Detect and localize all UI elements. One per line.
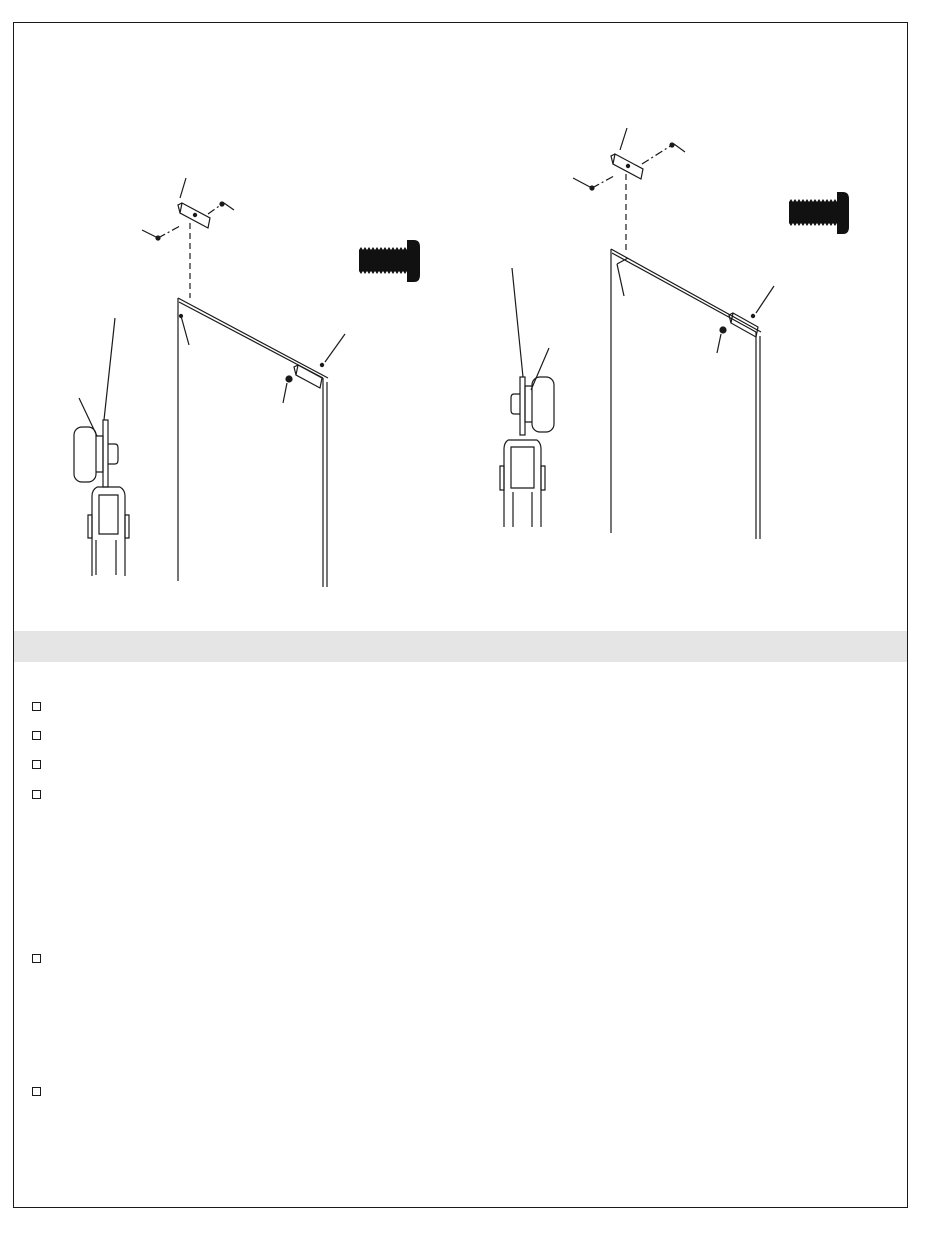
right-side-bracket bbox=[717, 286, 774, 353]
checklist-checkbox-1[interactable] bbox=[32, 702, 41, 711]
left-glass-panel bbox=[178, 298, 328, 587]
left-assembly bbox=[74, 178, 420, 587]
left-screw-pair bbox=[142, 202, 234, 240]
right-assembly bbox=[500, 128, 849, 539]
left-tab-bracket bbox=[178, 203, 210, 228]
checklist-checkbox-4[interactable] bbox=[32, 790, 41, 799]
left-bolt-icon bbox=[359, 240, 420, 282]
section-header-bar bbox=[14, 631, 907, 662]
checklist-checkbox-6[interactable] bbox=[32, 1087, 41, 1096]
right-tab-bracket bbox=[611, 154, 643, 179]
right-bolt-icon bbox=[789, 192, 849, 234]
checklist-checkbox-3[interactable] bbox=[32, 760, 41, 769]
right-roller-hanger bbox=[500, 268, 554, 527]
left-side-bracket bbox=[283, 334, 345, 403]
checklist-checkbox-2[interactable] bbox=[32, 731, 41, 740]
checklist-checkbox-5[interactable] bbox=[32, 954, 41, 963]
left-roller-hanger bbox=[74, 318, 129, 576]
right-glass-panel bbox=[611, 249, 761, 539]
